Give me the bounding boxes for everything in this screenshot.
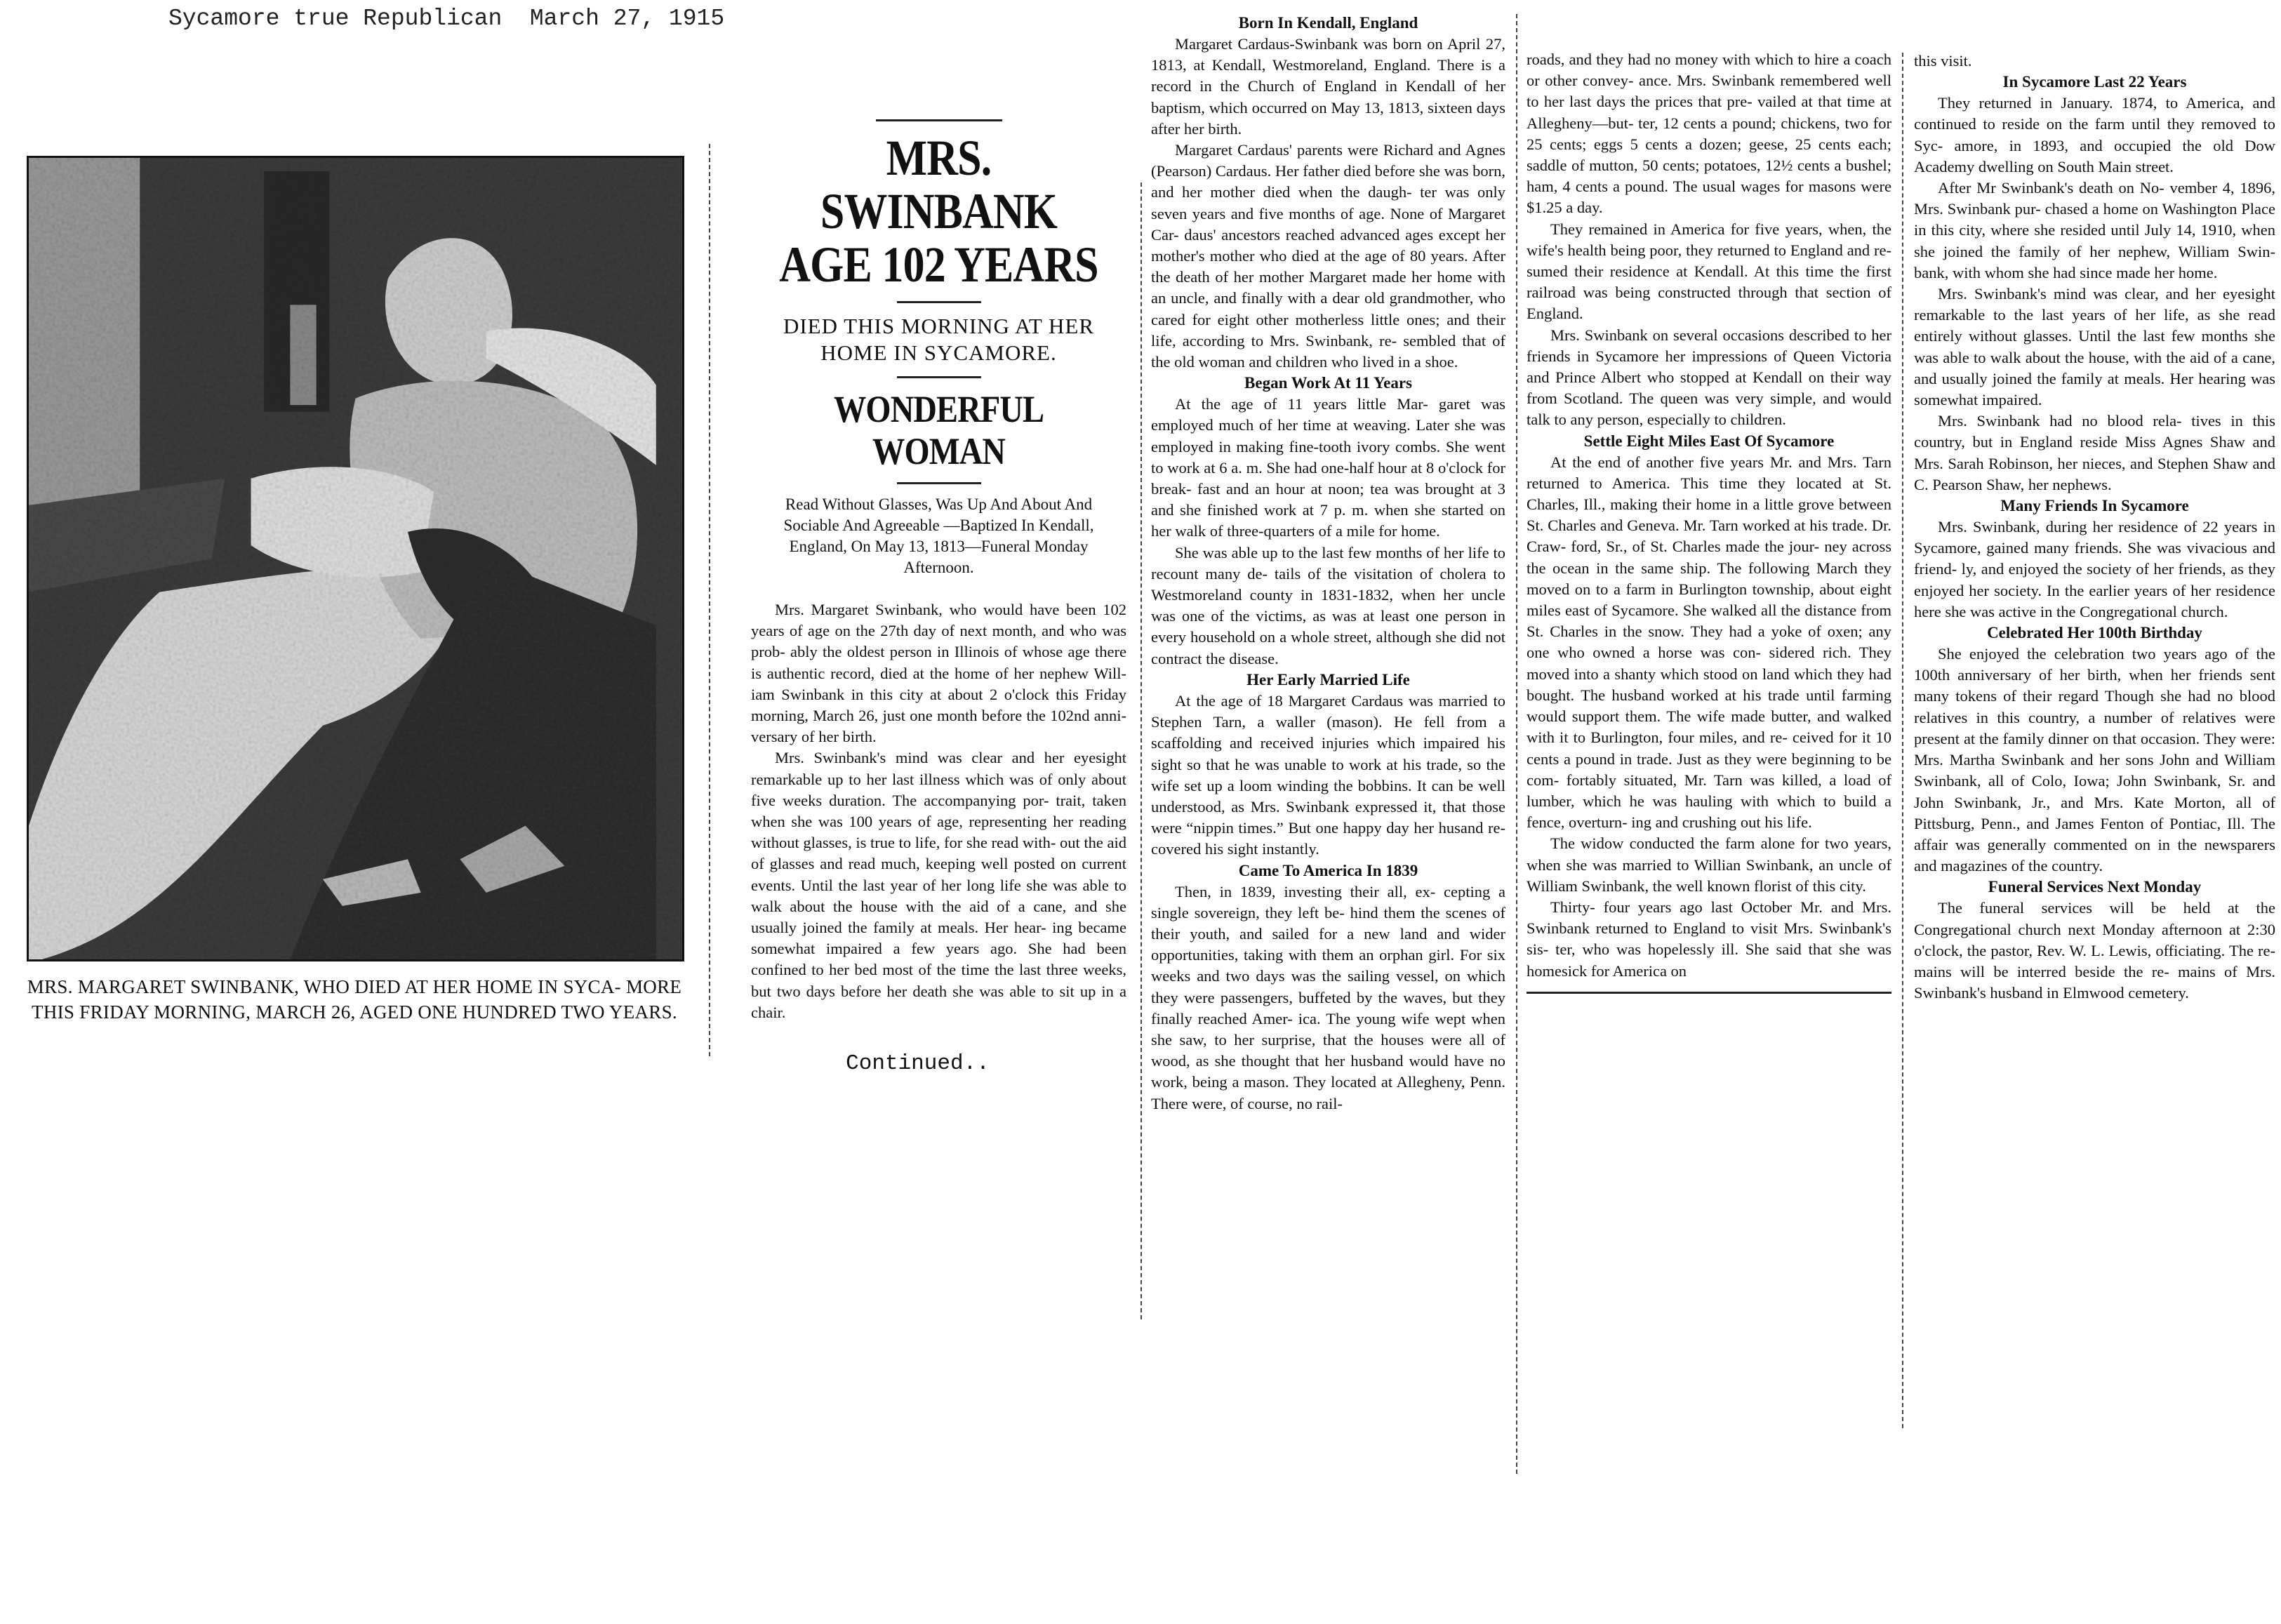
- paragraph: At the end of another five years Mr. and Mrs. Tarn returned to America. This time they located at St. Charles, Ill., making their home in a little grove between St. Charles and Geneva. Mr. Tarn worked at his trade. Dr. Craw- ford, Sr., of St. Charles made the jour- ney across the ocean in the same ship. The following March they moved on to a farm in Burlington township, about eight miles east of Sycamore. She walked all the distance from St. Charles in the snow. They had a yoke of oxen; any one who owned a horse was con- sidered rich. They moved into a shanty which stood on land which they had bought. The husband worked at his trade until farming would support them. The wife made butter, and walked with it to Burlington, four miles, and re- ceived for it 10 cents a pound in trade. Just as they were beginning to be com- fortably situated, Mr. Tarn was killed, a load of lumber, which he was hauling with which to build a fence, overturn- ing and crushing out his life.: [1527, 453, 1891, 832]
- paragraph: Mrs. Swinbank, during her residence of 22 years in Sycamore, gained many friends. She was vivacious and friend- ly, and enjoyed the society of her friends, as they enjoyed her society. In the earlier years of her residence here she was active in the Congregational church.: [1914, 518, 2275, 620]
- subheading: Funeral Services Next Monday: [1988, 878, 2202, 896]
- column-divider: [709, 144, 710, 1056]
- rule: [897, 376, 981, 378]
- paragraph: They remained in America for five years, when, the wife's health being poor, they returned to England and re- sumed their residence at Kendall. At this time the first railroad was being constructed through that section of England.: [1527, 220, 1891, 323]
- paragraph: roads, and they had no money with which to hire a coach or other convey- ance. Mrs. Swinbank remembered well to her last days the prices that pre- vailed at that time at Allegheny—but- ter, 12 cents a pound; chickens, two for 25 cents; eggs 5 cents a dozen; geese, 25 cents each; saddle of mutton, 50 cents; potatoes, 12½ cents a bushel; ham, 4 cents a pound. The usual wages for masons were $1.25 a day.: [1527, 51, 1891, 217]
- headline-line-2: AGE 102 YEARS: [779, 237, 1098, 293]
- column-divider: [1902, 53, 1903, 1428]
- headline-deck: Read Without Glasses, Was Up And About And Sociable And Agreeable —Baptized In Kendall, England, On May 13, 1813—Funeral Monday Afternoon.: [783, 495, 1094, 576]
- paragraph: Mrs. Swinbank had no blood rela- tives in this country, but in England reside Miss Agnes Shaw and Mrs. Sarah Robinson, her nieces, and Stephen Shaw and C. Pearson Shaw, her nephews.: [1914, 412, 2275, 493]
- article-column-4: [1527, 49, 1891, 994]
- paragraph: The funeral services will be held at the Congregational church next Monday afternoon at 2:30 o'clock, the pastor, Rev. W. L. Lewis, officiating. The re- mains will be interred beside the re- mains of Mrs. Swinbank's husband in Elmwood cemetery.: [1914, 899, 2275, 1002]
- third-headline: WONDERFUL WOMAN: [833, 388, 1044, 472]
- subheading: Began Work At 11 Years: [1244, 374, 1412, 392]
- column-divider: [1140, 182, 1142, 1319]
- article-column-5: [1914, 51, 2275, 1004]
- continued-label: Continued..: [846, 1051, 990, 1077]
- intro-body: [751, 599, 1126, 1023]
- subheading: Came To America In 1839: [1238, 861, 1418, 879]
- headline-column: [751, 119, 1126, 1076]
- paragraph: They returned in January. 1874, to America, and continued to reside on the farm until they removed to Syc- amore, in 1893, and occupied the old Dow Academy dwelling on South Main street.: [1914, 94, 2275, 175]
- secondary-headline: DIED THIS MORNING AT HER HOME IN SYCAMORE.: [783, 314, 1095, 365]
- rule: [876, 119, 1002, 121]
- paragraph: At the age of 11 years little Mar- garet was employed much of her time at weaving. Later she was employed in making fine-tooth ivory combs. She went to work at 6 a. m. She had one-half hour at 8 o'clock for break- fast and an hour at noon; tea was brought at 3 and she finished work at 7 p. m. when she started on her walk of three-quarters of a mile for home.: [1151, 395, 1505, 540]
- paragraph: At the age of 18 Margaret Cardaus was married to Stephen Tarn, a waller (mason). He fell from a scaffolding and received injuries which impaired his sight so that he was unable to work at his trade, so the wife set up a loom winding the bobbins. It can be well understood, as Mrs. Swinbank expressed it, that those were “nippin times.” But one happy day her husand re- covered his sight instantly.: [1151, 691, 1505, 858]
- article-column-3: [1151, 13, 1505, 1114]
- paragraph: Mrs. Margaret Swinbank, who would have been 102 years of age on the 27th day of next month, and who was prob- ably the oldest person in Illinois of whose age there is authentic record, died at the home of her nephew Will- iam Swinbank in this city at about 2 o'clock this Friday morning, March 26, just one month before the 102nd anni- versary of her birth.: [751, 601, 1126, 746]
- paragraph: Margaret Cardaus' parents were Richard and Agnes (Pearson) Cardaus. Her father died before she was born, and her mother died when the daugh- ter was only seven years and five months of age. None of Margaret Car- daus' ancestors reached advanced ages except her mother's mother who died at the age of 80 years. After the death of her mother Margaret made her home with an uncle, and finally with a dear old grandmother, who cared for eight other motherless little ones; and their life, according to Mrs. Swinbank, re- sembled that of the old woman and children who lived in a shoe.: [1151, 141, 1505, 371]
- paragraph: Mrs. Swinbank's mind was clear, and her eyesight remarkable to the last years of her life, as she read entirely without glasses. Until the last few months she was able to walk about the house, with the aid of a cane, and usually joined the family at meals. Her hearing was somewhat impaired.: [1914, 285, 2275, 409]
- rule: [897, 482, 981, 484]
- subheading: In Sycamore Last 22 Years: [2002, 73, 2187, 91]
- newspaper-source-header: Sycamore true Republican March 27, 1915: [168, 6, 725, 32]
- paragraph: Then, in 1839, investing their all, ex- cepting a single sovereign, they left be- hind them the scenes of their youth, and sailed for a new land and wider opportunities, taking with them an orphan girl. For six weeks and two days was the sailing vessel, on which they were passengers, buffeted by the waves, but they finally reached Amer- ica. The young wife wept when she saw, to her surprise, that the houses were all of wood, as she thought that her husband would have no work, being a mason. They located at Allegheny, Penn. There were, of course, no rail-: [1151, 882, 1505, 1112]
- subheading: Her Early Married Life: [1246, 670, 1410, 688]
- subheading: Settle Eight Miles East Of Sycamore: [1583, 432, 1835, 450]
- rule: [897, 301, 981, 303]
- paragraph: The widow conducted the farm alone for two years, when she was married to Willian Swinbank, an uncle of William Swinbank, the well known florist of this city.: [1527, 834, 1891, 895]
- subheading: Many Friends In Sycamore: [2000, 497, 2189, 515]
- paragraph: Margaret Cardaus-Swinbank was born on April 27, 1813, at Kendall, Westmoreland, England. There is a record in the Church of England in Kendall of her baptism, which occurred on May 13, 1813, sixteen days after her birth.: [1151, 35, 1505, 138]
- subheading: Celebrated Her 100th Birthday: [1987, 624, 2202, 642]
- photo-caption: MRS. MARGARET SWINBANK, WHO DIED AT HER HOME IN SYCA- MORE THIS FRIDAY MORNING, MARCH 26, AGED ONE HUNDRED TWO YEARS.: [27, 976, 682, 1023]
- headline-line-1: MRS. SWINBANK: [820, 130, 1058, 239]
- column-divider: [1516, 14, 1517, 1474]
- end-rule: [1527, 992, 1891, 994]
- paragraph: Thirty- four years ago last October Mr. and Mrs. Swinbank returned to England to visit Mrs. Swinbank's sis- ter, who was hopelessly ill. She said that she was homesick for America on: [1527, 898, 1891, 980]
- paragraph: She enjoyed the celebration two years ago of the 100th anniversary of her birth, when her friends sent many tokens of their regard Though she had no blood relatives in this country, a number of relatives were present at the family dinner on that occasion. They were: Mrs. Martha Swinbank and her sons John and William Swinbank, all of Colo, Iowa; John Swinbank, Sr. and John Swinbank, Jr., and Mrs. Kate Morton, all of Pittsburg, Penn., and James Fenton of Pontiac, Ill. The affair was generally commented on in the newsparers and magazines of the country.: [1914, 645, 2275, 875]
- paragraph: Mrs. Swinbank on several occasions described to her friends in Sycamore her impressions of Queen Victoria and Prince Albert who stopped at Kendall on their way from Scotland. The queen was very simple, and would talk to any person, especially to children.: [1527, 326, 1891, 429]
- paragraph: She was able up to the last few months of her life to recount many de- tails of the visitation of cholera to Westmoreland county in 1831-1832, when her uncle was one of the victims, as was at least one person in every household on a whole street, although she did not contract the disease.: [1151, 543, 1505, 667]
- portrait-illustration: [29, 158, 682, 959]
- paragraph: this visit.: [1914, 52, 1972, 69]
- paragraph: Mrs. Swinbank's mind was clear and her eyesight remarkable up to her last illness which was of only about five weeks duration. The accompanying por- trait, taken when she was 100 years of age, representing her reading without glasses, is true to life, for she read with- out the aid of glasses and read much, keeping well posted on current events. Until the last year of her long life she was able to walk about the house with the aid of a cane, and she usually joined the family at meals. Her hear- ing became somewhat impaired a few years ago. She had been confined to her bed most of the time the last three weeks, but two days before her death she was able to sit up in a chair.: [751, 749, 1126, 1021]
- subheading: Born In Kendall, England: [1238, 14, 1418, 32]
- portrait-photo: [27, 156, 684, 961]
- paragraph: After Mr Swinbank's death on No- vember 4, 1896, Mrs. Swinbank pur- chased a home on Washington Place in this city, where she resided until July 14, 1910, when she joined the family of her nephew, William Swin- bank, with whom she had since made her home.: [1914, 179, 2275, 281]
